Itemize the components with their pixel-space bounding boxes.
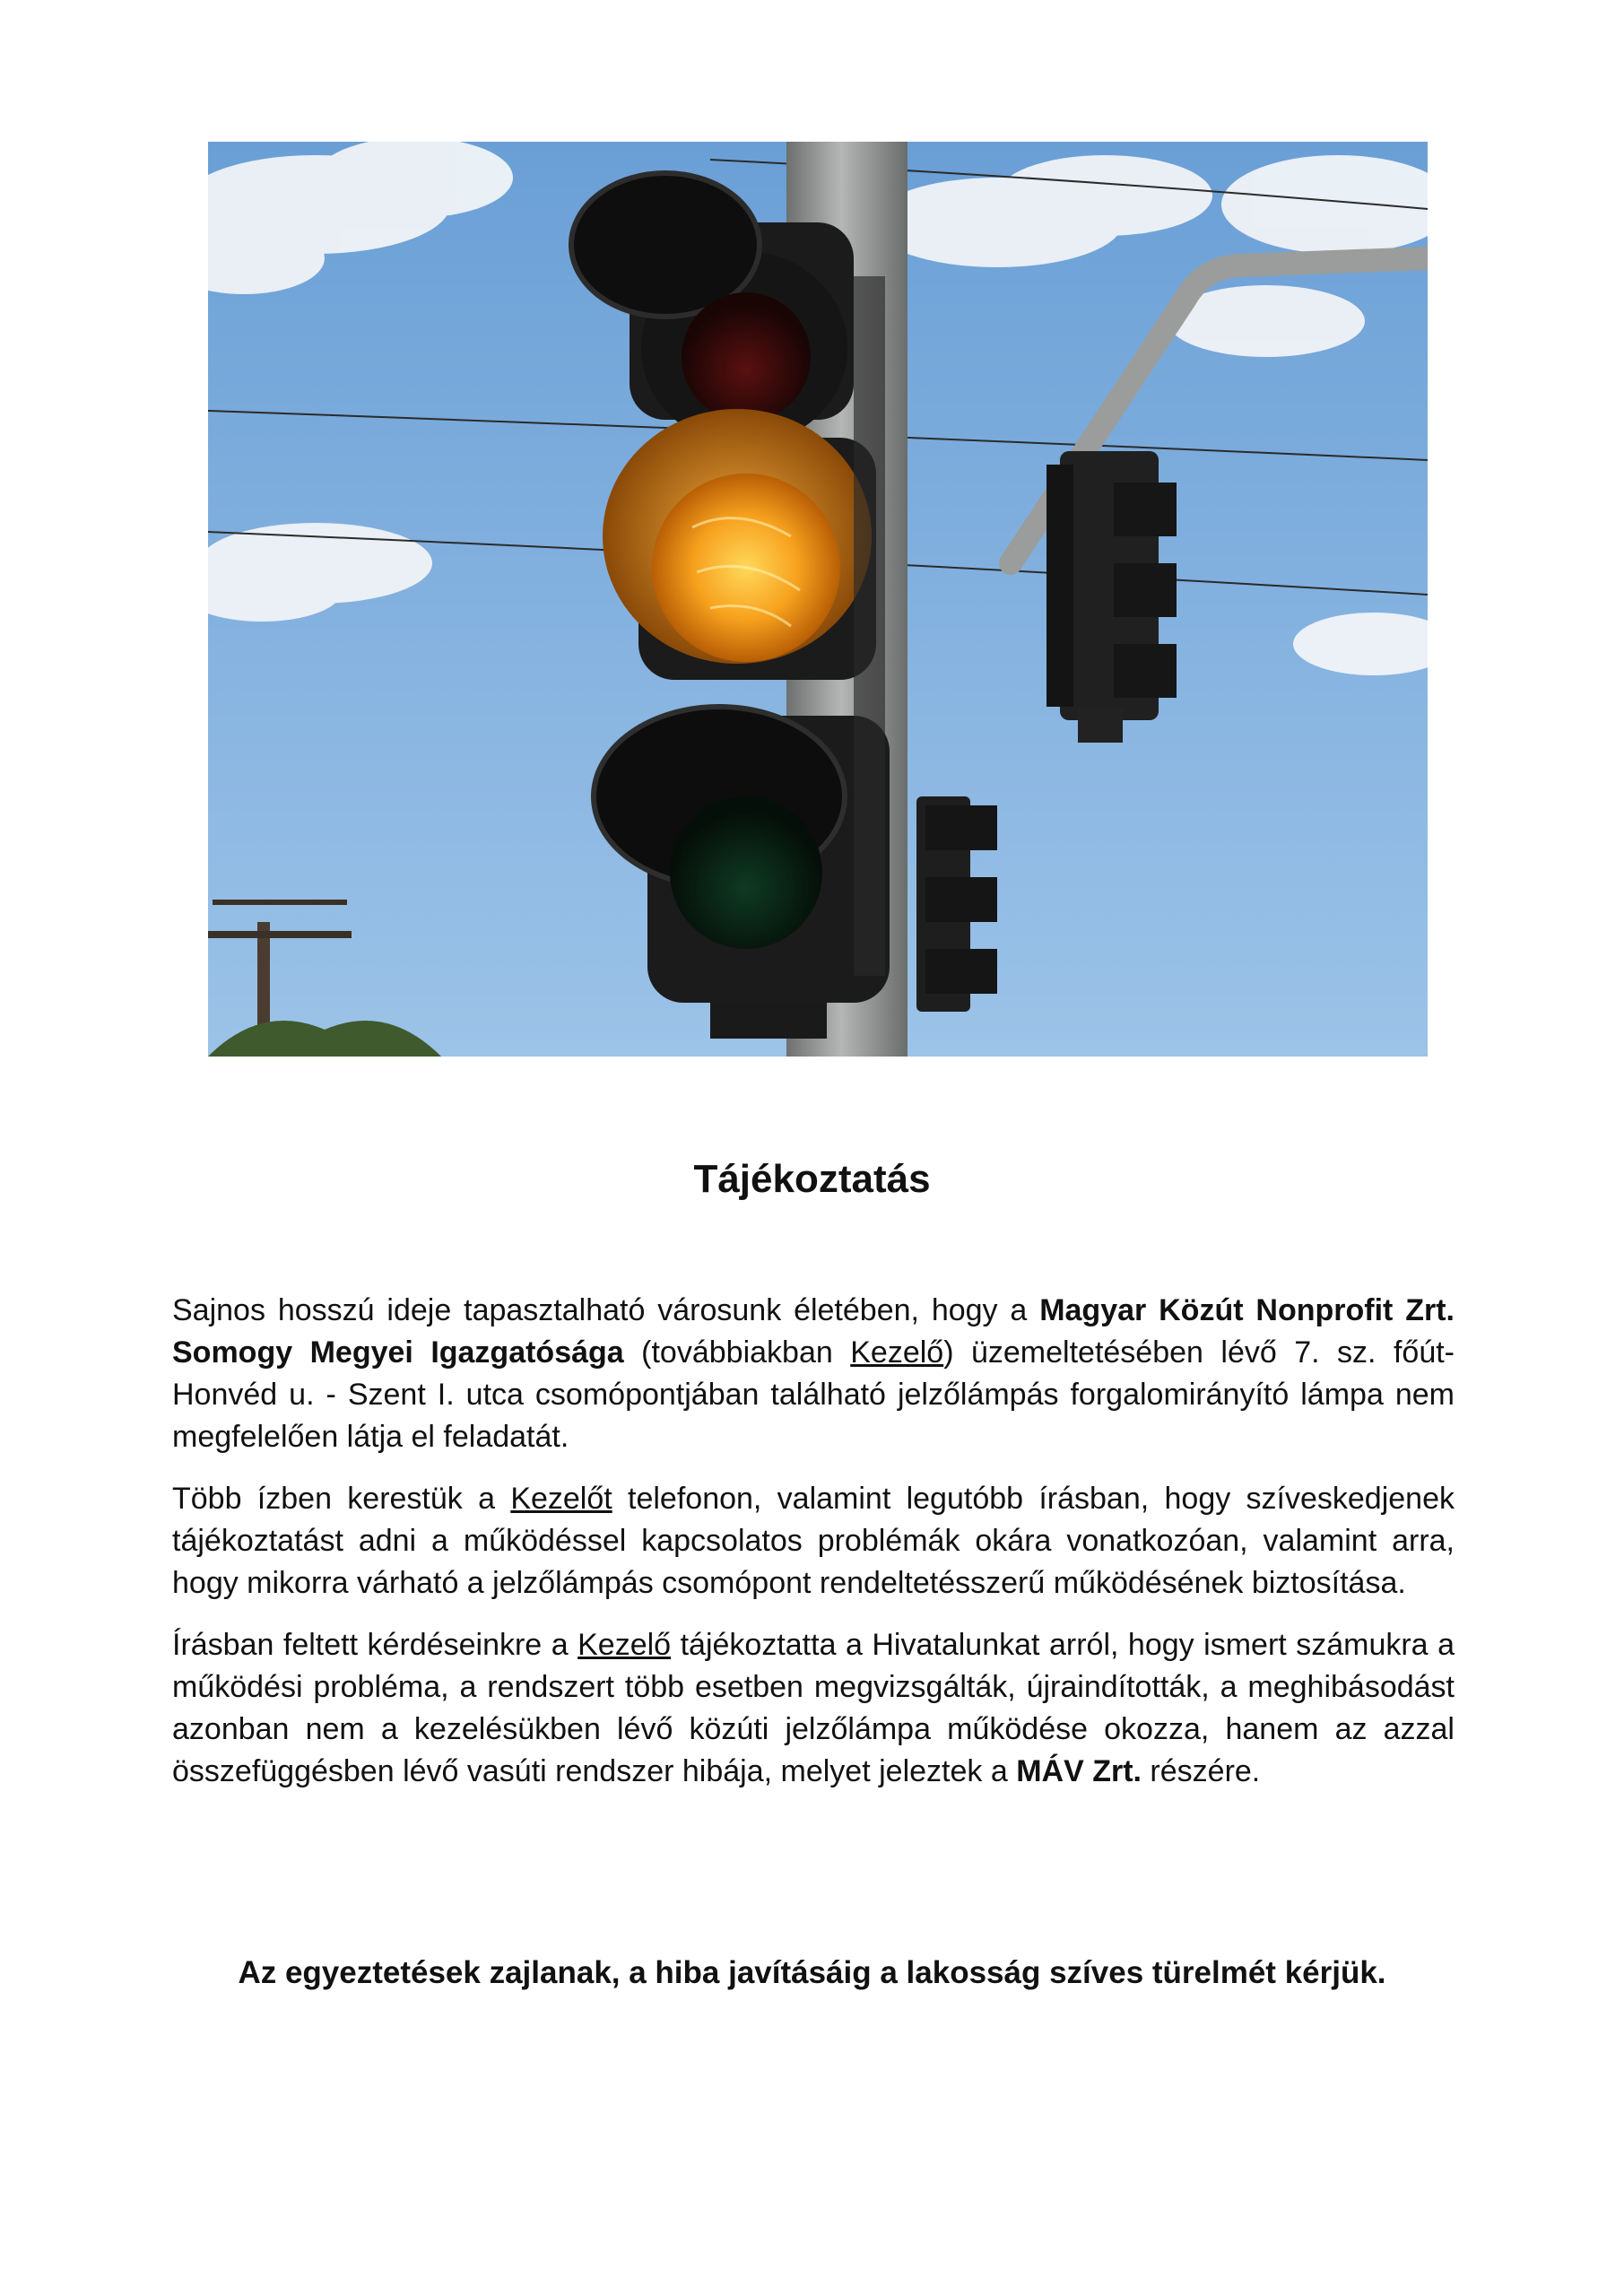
paragraph-2 xyxy=(172,1478,1455,1605)
company-name: MÁV Zrt. xyxy=(1016,1754,1142,1788)
paragraph-1 xyxy=(172,1290,1455,1458)
underlined-term: Kezelő xyxy=(850,1335,944,1370)
text-run: részére. xyxy=(1141,1754,1261,1788)
text-run: tájékoztatta a Hivatalunkat arról, hogy ismert számukra a működési probléma, a rendszert több esetben megvizsgálták, újraindították, a meghibásodást azonban nem a kezelésükben lévő közúti jelzőlámpa működése okozza, hanem az azzal összefüggésben lévő vasúti rendszer hibája, melyet jeleztek a xyxy=(172,1628,1455,1788)
underlined-term: Kezelőt xyxy=(510,1482,612,1516)
secondary-signal xyxy=(1046,451,1177,743)
text-run: Sajnos hosszú ideje tapasztalható városunk életében, hogy a xyxy=(172,1293,1040,1327)
text-run: Több ízben kerestük a xyxy=(172,1482,511,1516)
document-title: Tájékoztatás xyxy=(693,1157,931,1201)
traffic-light-photo xyxy=(208,142,1428,1057)
document-body xyxy=(172,1290,1455,1813)
text-run: Írásban feltett kérdéseinkre a xyxy=(172,1628,578,1662)
text-run: telefonon, valamint legutóbb írásban, hogy szíveskedjenek tájékoztatást adni a működéssel kapcsolatos problémák okára vonatkozóan, valamint arra, hogy mikorra várható a jelzőlámpás csomópont rendeltetésszerű működésének biztosítása. xyxy=(172,1482,1455,1600)
rear-signal xyxy=(916,796,997,1012)
paragraph-3 xyxy=(172,1624,1455,1793)
traffic-light-illustration xyxy=(208,142,1428,1057)
underlined-term: Kezelő xyxy=(578,1628,672,1662)
text-run: (továbbiakban xyxy=(623,1335,851,1370)
closing-statement: Az egyeztetések zajlanak, a hiba javításáig a lakosság szíves türelmét kérjük. xyxy=(238,1955,1386,1990)
signal-bracket xyxy=(854,276,885,976)
amber-lamp xyxy=(603,409,876,680)
company-name: Magyar Közút Nonprofit Zrt. Somogy Megyei Igazgatósága xyxy=(172,1293,1455,1370)
text-run: ) üzemeltetésében lévő 7. sz. főút- Honvéd u. - Szent I. utca csomópontjában található jelzőlámpás forgalomirányító lámpa nem megfelelően látja el feladatát. xyxy=(172,1335,1455,1454)
